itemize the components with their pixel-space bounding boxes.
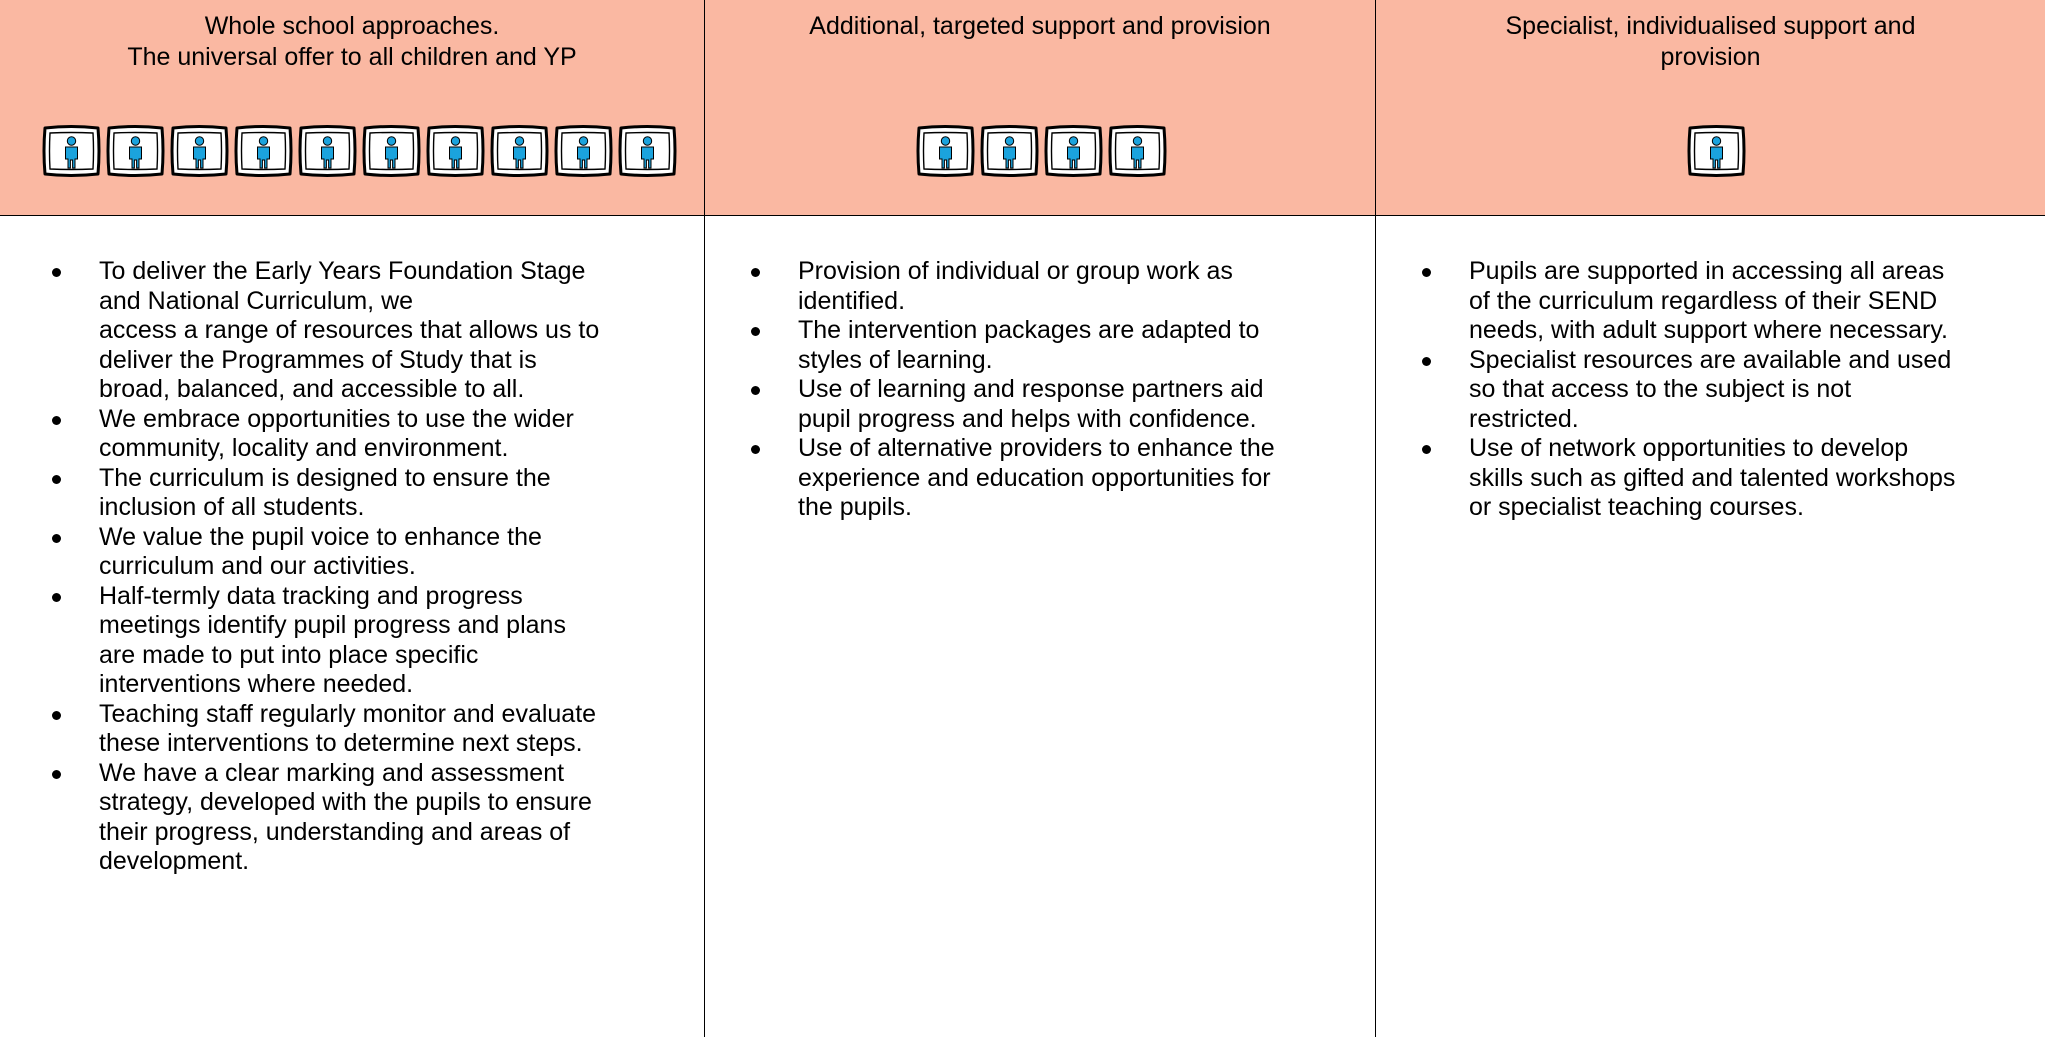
person-icon [553,124,614,178]
person-icon [233,124,294,178]
header-divider [0,215,2045,216]
bullet-line: meetings identify pupil progress and plans [99,611,566,639]
bullet-line: strategy, developed with the pupils to ensure [99,788,592,816]
bullet-dot-icon [751,386,760,395]
header-cell-universal [0,0,704,215]
bullet-item [1412,257,1955,346]
header-cell-targeted [705,0,1375,215]
body-cell-specialist [1376,216,2045,1037]
bullet-line: The intervention packages are adapted to [798,316,1260,344]
header-title-line: Whole school approaches. [204,12,500,40]
bullet-line: or specialist teaching courses. [1469,493,1804,521]
bullet-item [741,316,1275,375]
bullet-line: these interventions to determine next steps. [99,729,583,757]
header-cell-specialist [1376,0,2045,215]
icon-row-universal [41,124,678,178]
bullet-line: restricted. [1469,404,1579,433]
bullet-line: identified. [798,286,906,315]
icon-row-targeted [915,124,1168,178]
bullet-line: To deliver the Early Years Foundation Stage [99,257,586,285]
header-title-line: provision [1660,43,1761,71]
person-icon [979,124,1040,178]
bullet-item [741,434,1275,523]
header-title-specialist [1376,11,2045,73]
bullet-line: Pupils are supported in accessing all areas [1469,257,1945,285]
bullet-dot-icon [1422,268,1431,277]
bullet-line: Provision of individual or group work as [798,257,1233,285]
bullet-line: broad, balanced, and accessible to all. [99,375,525,403]
bullet-list-targeted [741,257,1275,523]
bullet-dot-icon [1422,357,1431,366]
bullet-line: experience and education opportunities for [798,463,1271,492]
person-icon [617,124,678,178]
bullet-dot-icon [52,416,61,425]
bullet-line: pupil progress and helps with confidence. [798,404,1257,433]
bullet-line: community, locality and environment. [99,434,509,462]
bullet-item [1412,346,1955,435]
bullet-item [741,375,1275,434]
bullet-item [42,257,599,405]
person-icon [169,124,230,178]
header-title-line: Additional, targeted support and provision [809,12,1271,40]
person-icon [489,124,550,178]
bullet-line: curriculum and our activities. [99,552,416,580]
bullet-item [42,523,599,582]
bullet-line: interventions where needed. [99,670,414,698]
bullet-line: are made to put into place specific [99,640,479,669]
header-title-line: Specialist, individualised support and [1505,12,1916,40]
bullet-list-universal [42,257,599,877]
header-title-line: The universal offer to all children and YP [127,43,577,71]
body-cell-universal [0,216,704,1037]
bullet-line: and National Curriculum, we [99,286,414,315]
bullet-item [42,700,599,759]
person-icon [915,124,976,178]
bullet-line: Use of network opportunities to develop [1469,434,1909,462]
bullet-line: deliver the Programmes of Study that is [99,345,537,374]
bullet-line: so that access to the subject is not [1469,375,1852,403]
bullet-item [741,257,1275,316]
bullet-line: We value the pupil voice to enhance the [99,522,542,551]
bullet-dot-icon [52,475,61,484]
bullet-item [1412,434,1955,523]
bullet-line: skills such as gifted and talented workshops [1469,463,1956,492]
bullet-dot-icon [52,593,61,602]
bullet-dot-icon [1422,445,1431,454]
bullet-item [42,582,599,700]
bullet-line: inclusion of all students. [99,493,365,521]
bullet-line: development. [99,847,250,875]
person-icon [1686,124,1747,178]
bullet-list-specialist [1412,257,1955,523]
header-title-universal [0,11,704,73]
bullet-line: The curriculum is designed to ensure the [99,463,551,492]
icon-row-specialist [1686,124,1747,178]
bullet-item [42,405,599,464]
body-cell-targeted [705,216,1375,1037]
bullet-line: Use of alternative providers to enhance the [798,434,1275,462]
bullet-line: Use of learning and response partners aid [798,375,1264,403]
bullet-line: access a range of resources that allows us to [99,316,600,344]
bullet-line: needs, with adult support where necessary. [1469,316,1948,344]
bullet-dot-icon [52,268,61,277]
bullet-line: their progress, understanding and areas of [99,817,571,846]
bullet-dot-icon [751,268,760,277]
bullet-dot-icon [751,445,760,454]
person-icon [1107,124,1168,178]
bullet-item [42,759,599,877]
bullet-line: We have a clear marking and assessment [99,758,565,787]
person-icon [361,124,422,178]
bullet-line: Half-termly data tracking and progress [99,581,523,610]
bullet-line: Specialist resources are available and used [1469,345,1952,374]
person-icon [41,124,102,178]
person-icon [105,124,166,178]
bullet-dot-icon [52,711,61,720]
person-icon [425,124,486,178]
header-title-targeted [705,11,1375,42]
bullet-dot-icon [751,327,760,336]
bullet-line: Teaching staff regularly monitor and evaluate [99,699,597,728]
bullet-line: the pupils. [798,493,912,521]
bullet-line: of the curriculum regardless of their SEND [1469,286,1938,315]
bullet-dot-icon [52,770,61,779]
bullet-item [42,464,599,523]
bullet-line: We embrace opportunities to use the wider [99,404,574,433]
person-icon [297,124,358,178]
bullet-dot-icon [52,534,61,543]
column-divider [704,0,705,1037]
column-divider [1375,0,1376,1037]
person-icon [1043,124,1104,178]
bullet-line: styles of learning. [798,345,993,374]
